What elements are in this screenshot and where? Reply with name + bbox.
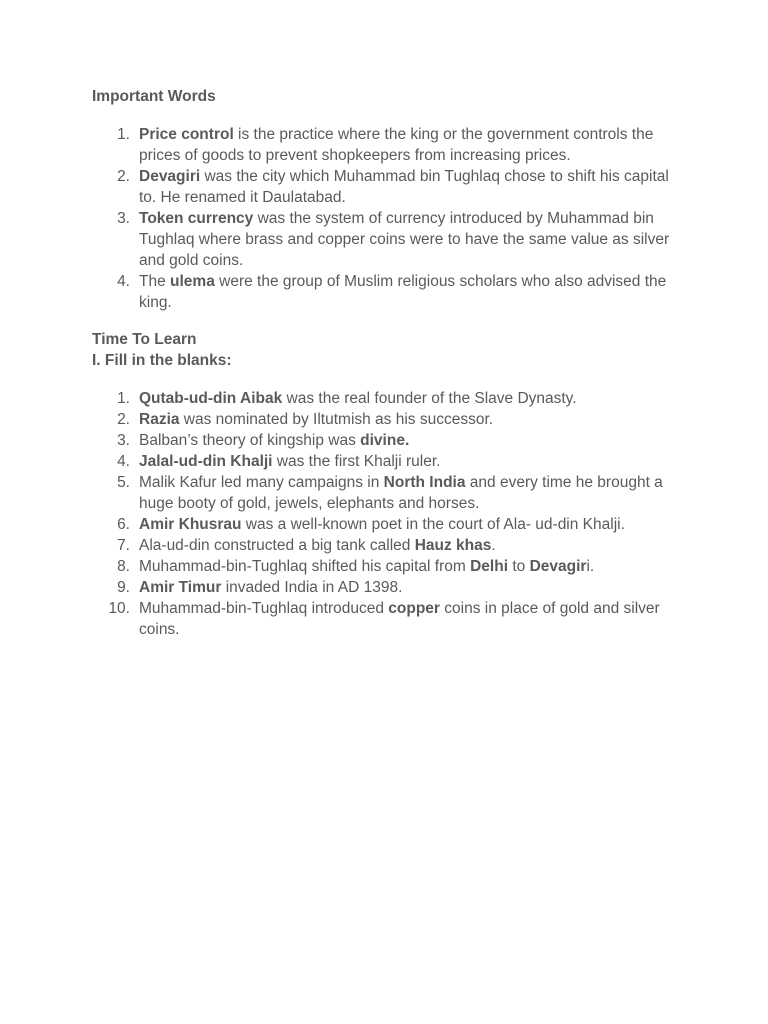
sentence-text: Ala-ud-din constructed a big tank called bbox=[139, 537, 415, 554]
definition: was the city which Muhammad bin Tughlaq chose to shift his capital to. He renamed it Daulatabad. bbox=[139, 168, 669, 206]
answer: Devagir bbox=[529, 558, 587, 575]
term: Price control bbox=[139, 126, 234, 143]
time-to-learn-heading: Time To Learn bbox=[92, 331, 197, 348]
list-number: 1. bbox=[117, 390, 130, 407]
term: Token currency bbox=[139, 210, 254, 227]
list-number: 10. bbox=[108, 600, 130, 617]
sentence-text: i. bbox=[586, 558, 595, 575]
fill-blanks-heading: I. Fill in the blanks: bbox=[92, 352, 232, 369]
list-item bbox=[92, 430, 682, 451]
sentence-text: Muhammad-bin-Tughlaq shifted his capital from bbox=[139, 558, 471, 575]
sentence-text: coins in place of gold and silver coins. bbox=[139, 600, 660, 638]
sentence-text: was nominated by Iltutmish as his successor. bbox=[179, 411, 494, 428]
definition: was the system of currency introduced by Muhammad bin Tughlaq where brass and copper coins were to have the same value as silver and gold coins. bbox=[139, 210, 670, 269]
list-item bbox=[92, 535, 682, 556]
sentence-text: Malik Kafur led many campaigns in bbox=[139, 474, 384, 491]
list-number: 4. bbox=[117, 273, 130, 290]
definition: were the group of Muslim religious scholars who also advised the king. bbox=[139, 273, 667, 311]
important-words-heading: Important Words bbox=[92, 88, 216, 105]
term: Devagiri bbox=[139, 168, 201, 185]
important-words-list bbox=[92, 124, 682, 313]
list-item bbox=[92, 598, 682, 640]
list-number: 7. bbox=[117, 537, 130, 554]
answer: copper bbox=[388, 600, 440, 617]
list-number: 5. bbox=[117, 474, 130, 491]
list-number: 9. bbox=[117, 579, 130, 596]
list-number: 4. bbox=[117, 453, 130, 470]
answer: divine. bbox=[360, 432, 410, 449]
list-number: 8. bbox=[117, 558, 130, 575]
sentence-text: invaded India in AD 1398. bbox=[221, 579, 403, 596]
list-item bbox=[92, 409, 682, 430]
list-item bbox=[92, 577, 682, 598]
answer: Delhi bbox=[470, 558, 509, 575]
list-number: 3. bbox=[117, 210, 130, 227]
sentence-text: and every time he brought a huge booty of gold, jewels, elephants and horses. bbox=[139, 474, 663, 512]
list-number: 2. bbox=[117, 168, 130, 185]
definition-prefix: The bbox=[139, 273, 171, 290]
sentence-text: was a well-known poet in the court of Ala- ud-din Khalji. bbox=[241, 516, 625, 533]
document-content bbox=[92, 86, 682, 640]
list-item bbox=[92, 472, 682, 514]
list-number: 3. bbox=[117, 432, 130, 449]
list-item bbox=[92, 124, 682, 166]
answer: Amir Timur bbox=[139, 579, 222, 596]
list-item bbox=[92, 514, 682, 535]
list-item bbox=[92, 271, 682, 313]
term: ulema bbox=[170, 273, 215, 290]
answer: Qutab-ud-din Aibak bbox=[139, 390, 283, 407]
list-number: 6. bbox=[117, 516, 130, 533]
answer: North India bbox=[383, 474, 466, 491]
list-number: 1. bbox=[117, 126, 130, 143]
sentence-text: Balban’s theory of kingship was bbox=[139, 432, 361, 449]
fill-blanks-list bbox=[92, 388, 682, 640]
sentence-text: to bbox=[508, 558, 530, 575]
definition: is the practice where the king or the government controls the prices of goods to prevent shopkeepers from increasing prices. bbox=[139, 126, 654, 164]
sentence-text: . bbox=[491, 537, 496, 554]
answer: Jalal-ud-din Khalji bbox=[139, 453, 273, 470]
list-item bbox=[92, 451, 682, 472]
sentence-text: was the real founder of the Slave Dynasty. bbox=[282, 390, 577, 407]
answer: Amir Khusrau bbox=[139, 516, 242, 533]
list-item bbox=[92, 166, 682, 208]
list-number: 2. bbox=[117, 411, 130, 428]
list-item bbox=[92, 388, 682, 409]
sentence-text: was the first Khalji ruler. bbox=[272, 453, 441, 470]
list-item bbox=[92, 556, 682, 577]
sentence-text: Muhammad-bin-Tughlaq introduced bbox=[139, 600, 389, 617]
answer: Hauz khas bbox=[414, 537, 492, 554]
answer: Razia bbox=[139, 411, 180, 428]
list-item bbox=[92, 208, 682, 271]
